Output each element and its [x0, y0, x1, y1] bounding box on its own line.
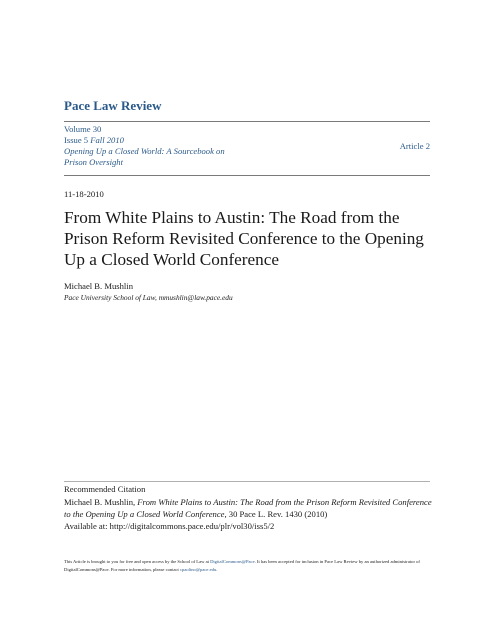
- issue-season: Fall 2010: [90, 135, 124, 145]
- author-name: Michael B. Mushlin: [64, 281, 133, 291]
- volume-link[interactable]: Volume 30: [64, 124, 102, 134]
- citation-heading: Recommended Citation: [64, 484, 146, 494]
- symposium-line-2: Prison Oversight: [64, 157, 123, 167]
- citation-rule: [64, 481, 430, 482]
- contact-email-link[interactable]: cpaolino@pace.edu: [180, 566, 217, 572]
- header-rule-top: [64, 121, 430, 122]
- article-title-link[interactable]: From White Plains to Austin: The Road from the Prison Reform Revisited Conference to the Opening Up a Closed World Conference: [64, 208, 424, 269]
- citation-title: From White Plains to Austin: The Road from the Prison Reform Revisited Conference to the Opening Up a Closed World Conference: [64, 497, 432, 519]
- footer-note: [64, 558, 434, 573]
- citation-rest: , 30 Pace L. Rev. 1430 (2010): [224, 509, 328, 519]
- issue-link[interactable]: [64, 135, 264, 146]
- issue-info: [64, 124, 264, 168]
- author-affiliation: Pace University School of Law, mmushlin@law.pace.edu: [64, 293, 233, 302]
- footer-text-3: .: [216, 566, 218, 572]
- recommended-citation: [64, 496, 434, 532]
- issue-label: Issue 5: [64, 135, 89, 145]
- citation-available-at[interactable]: Available at: http://digitalcommons.pace.edu/plr/vol30/iss5/2: [64, 521, 275, 531]
- digitalcommons-link[interactable]: DigitalCommons@Pace: [210, 559, 255, 564]
- article-number-link[interactable]: Article 2: [399, 141, 430, 151]
- symposium-line-1: Opening Up a Closed World: A Sourcebook on: [64, 146, 225, 156]
- citation-author: Michael B. Mushlin,: [64, 497, 136, 507]
- header-rule-bottom: [64, 175, 430, 176]
- footer-text-2: . It has been accepted for inclusion in Pace Law Review by an authorized administrator of DigitalCommons@Pace. For more information, please contact: [64, 559, 420, 572]
- symposium-link[interactable]: [64, 146, 264, 168]
- publication-date: 11-18-2010: [64, 189, 104, 199]
- journal-title-link[interactable]: Pace Law Review: [64, 98, 162, 113]
- footer-text-1: This Article is brought to you for free and open access by the School of Law at: [64, 559, 211, 564]
